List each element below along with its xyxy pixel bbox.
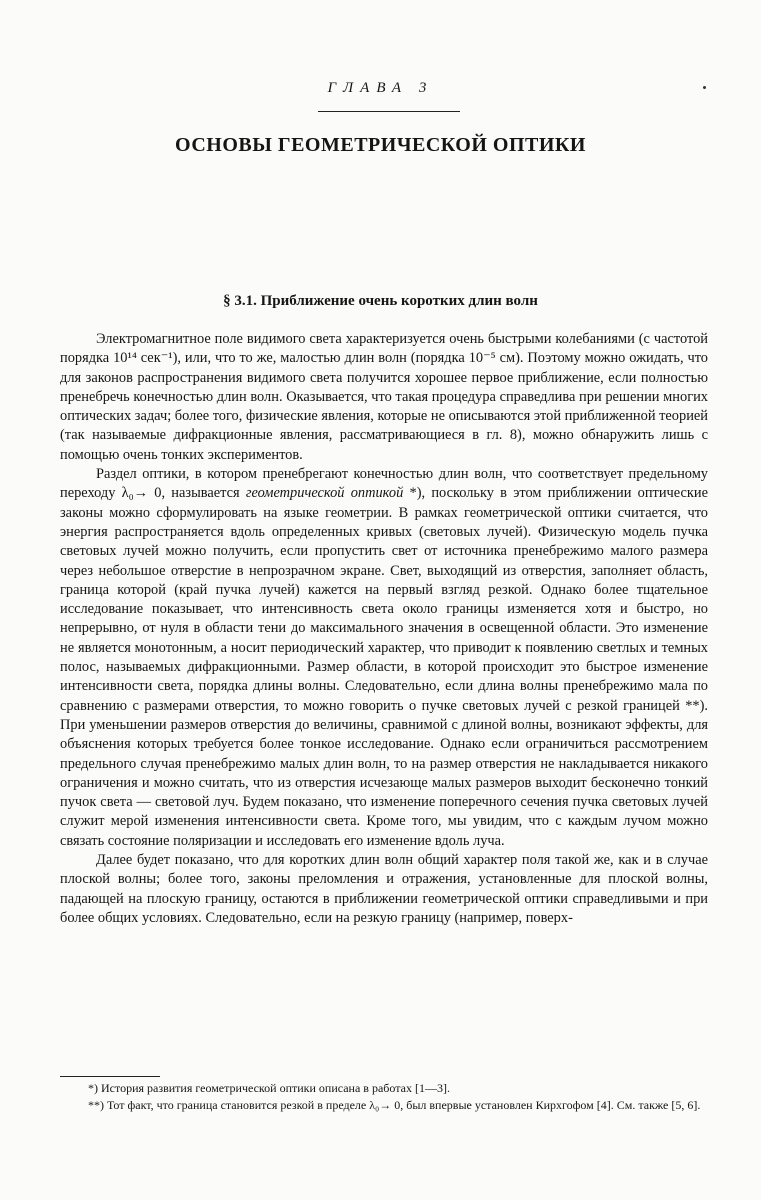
- section-title: § 3.1. Приближение очень коротких длин волн: [223, 293, 538, 309]
- paragraph-3: Далее будет показано, что для коротких длин волн общий характер поля такой же, как и в случае плоской волны; более того, законы преломления и отражения, установленные для плоской волны, падающей на плоскую границу, остаются в приближении геометрической оптики справедливыми и при более общих условиях. Следовательно, если на резкую границу (например, поверх-: [60, 852, 708, 926]
- term-geometric-optics: геометрической оптикой: [245, 485, 404, 502]
- footnotes: [60, 1080, 710, 1114]
- chapter-divider: [318, 111, 460, 112]
- chapter-label: ГЛАВА 3: [327, 80, 434, 96]
- body-text: [60, 330, 708, 928]
- paragraph-2-start: Раздел оптики, в котором пренебрегают конечностью длин волн, что соответствует предельному переходу λ₀→ 0, называется: [60, 466, 708, 502]
- paragraph-2: [60, 465, 708, 851]
- footnote-divider: [60, 1076, 160, 1077]
- footnote-1: *) История развития геометрической оптики описана в работах [1—3].: [88, 1081, 450, 1095]
- paragraph-2-rest: *), поскольку в этом приближении оптические законы можно сформулировать на языке геометрии. В рамках геометрической оптики считается, что энергия распространяется вдоль определенных кривых (световых лучей). Физическую модель пучка световых лучей можно получить, если пропустить свет от источника пренебрежимо малого размера через небольшое отверстие в непрозрачном экране. Свет, выходящий из отверстия, заполняет область, граница которой (край пучка лучей) кажется на первый взгляд резкой. Однако более тщательное исследование показывает, что интенсивность света около границы изменяется хотя и быстро, но непрерывно, от нуля в области тени до максимального значения в освещенной области. Это изменение не является монотонным, а носит периодический характер, что приводит к появлению светлых и темных полос, называемых дифракционными. Размер области, в которой происходит это быстрое изменение интенсивности света, порядка длины волны. Следовательно, если длина волны пренебрежимо мала по сравнению с размерами отверстия, то можно говорить о пучке световых лучей с резкой границей **). При уменьшении размеров отверстия до величины, сравнимой с длиной волны, возникают эффекты, для объяснения которых требуется более тонкое исследование. Однако если ограничиться рассмотрением предельного случая пренебрежимо малых длин волн, то на размер отверстия не накладывается никакого ограничения и можно считать, что из отверстия исчезающе малых размеров выходит бесконечно тонкий пучок света — световой луч. Будем показано, что изменение поперечного сечения пучка световых лучей служит мерой изменения интенсивности света. Кроме того, мы увидим, что с каждым лучом можно связать состояние поляризации и исследовать его изменение вдоль луча.: [60, 485, 708, 849]
- paragraph-1: Электромагнитное поле видимого света характеризуется очень быстрыми колебаниями (с частотой порядка 10¹⁴ сек⁻¹), или, что то же, малостью длин волн (порядка 10⁻⁵ см). Поэтому можно ожидать, что для законов распространения видимого света получится хорошее первое приближение, если полностью пренебречь конечностью длин волн. Оказывается, что такая процедура справедлива при решении многих оптических задач; более того, физические явления, которые не описываются этой приближенной теорией (так называемые дифракционные явления, рассматривающиеся в гл. 8), можно обнаружить лишь с помощью очень тонких экспериментов.: [60, 331, 708, 463]
- footnote-2: **) Тот факт, что граница становится резкой в пределе λ₀→ 0, был впервые установлен Кирхгофом [4]. См. также [5, 6].: [88, 1098, 701, 1112]
- chapter-title: ОСНОВЫ ГЕОМЕТРИЧЕСКОЙ ОПТИКИ: [175, 134, 586, 156]
